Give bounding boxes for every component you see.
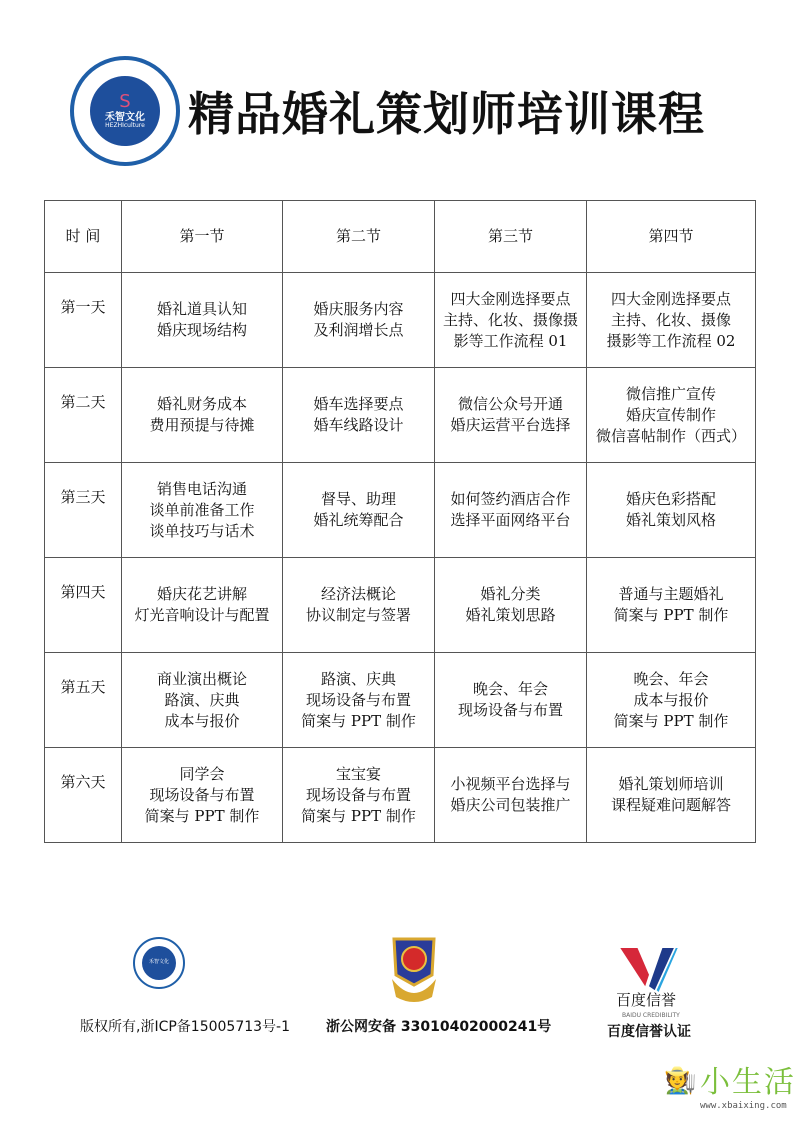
session-line: 小视频平台选择与: [450, 775, 571, 793]
session-line: 婚庆服务内容: [313, 300, 404, 318]
session-line: 微信公众号开通: [457, 395, 563, 413]
session-line: 婚庆宣传制作: [625, 405, 716, 424]
session-cell: [283, 368, 435, 463]
table-row: [45, 653, 756, 748]
session-line: 谈单技巧与话术: [149, 521, 255, 540]
session-line: 微信推广宣传: [625, 384, 716, 403]
watermark: [664, 1065, 796, 1112]
session-line: 婚礼统筹配合: [313, 511, 404, 529]
logo-text-en: HEZHIculture: [105, 122, 145, 130]
session-line: 婚庆花艺讲解: [156, 585, 247, 603]
session-line: 婚车线路设计: [313, 416, 404, 434]
session-line: 路演、庆典: [164, 690, 240, 709]
session-line: 课程疑难问题解答: [610, 796, 731, 814]
session-line: 微信喜帖制作（西式）: [595, 426, 746, 445]
session-cell: [435, 558, 587, 653]
header-cell: 第一节: [122, 201, 283, 273]
session-line: 现场设备与布置: [305, 690, 411, 709]
session-cell: [122, 748, 283, 843]
day-cell: 第四天: [45, 558, 122, 653]
session-cell: [587, 748, 756, 843]
session-line: 婚车选择要点: [313, 395, 404, 413]
logo-text: 禾智文化: [148, 959, 169, 966]
session-cell: [435, 463, 587, 558]
logo-text: 禾智文化: [105, 112, 145, 124]
session-cell: [122, 463, 283, 558]
session-line: 及利润增长点: [313, 321, 404, 339]
session-line: 婚庆运营平台选择: [450, 416, 571, 434]
session-line: 婚礼财务成本: [156, 395, 247, 413]
cartoon-farmer-icon: 🧑‍🌾: [664, 1066, 697, 1096]
hezhi-footer-logo: [133, 937, 185, 989]
table-row: [45, 273, 756, 368]
table-header-row: [45, 201, 756, 273]
session-line: 现场设备与布置: [457, 701, 563, 719]
day-cell: 第一天: [45, 273, 122, 368]
police-record-text: 浙公网安备 33010402000241号: [326, 1019, 552, 1035]
table-row: [45, 463, 756, 558]
session-line: 如何签约酒店合作: [450, 490, 571, 508]
session-line: 普通与主题婚礼: [618, 585, 724, 603]
session-line: 影等工作流程 01: [453, 331, 568, 350]
session-line: 婚礼策划师培训: [618, 775, 724, 793]
session-cell: [283, 653, 435, 748]
session-line: 婚礼分类: [480, 585, 541, 603]
session-cell: [435, 368, 587, 463]
session-cell: [587, 368, 756, 463]
session-line: 选择平面网络平台: [450, 511, 571, 529]
header-cell: 第四节: [587, 201, 756, 273]
session-line: 销售电话沟通: [156, 479, 247, 498]
page-title: 精品婚礼策划师培训课程: [188, 87, 705, 141]
header-cell: 时 间: [45, 201, 122, 273]
session-cell: [283, 273, 435, 368]
header-cell: 第二节: [283, 201, 435, 273]
session-line: 主持、化妆、摄像: [610, 310, 731, 329]
copyright-text: 版权所有,浙ICP备15005713号-1: [80, 1019, 291, 1035]
header-cell: 第三节: [435, 201, 587, 273]
session-line: 简案与 PPT 制作: [301, 806, 416, 825]
session-line: 婚礼道具认知: [156, 300, 247, 318]
table-row: [45, 748, 756, 843]
session-cell: [283, 748, 435, 843]
logo-swirl-icon: S: [119, 91, 131, 113]
watermark-url: www.xbaixing.com: [700, 1101, 787, 1111]
session-line: 费用预提与待摊: [149, 416, 255, 434]
baidu-credibility-text: 百度信誉认证: [607, 1024, 691, 1040]
session-line: 成本与报价: [164, 711, 240, 730]
table-row: [45, 558, 756, 653]
session-cell: [587, 463, 756, 558]
day-cell: 第六天: [45, 748, 122, 843]
session-cell: [587, 653, 756, 748]
session-line: 简案与 PPT 制作: [613, 711, 729, 730]
session-line: 同学会: [179, 764, 225, 783]
session-line: 灯光音响设计与配置: [134, 606, 270, 624]
session-cell: [283, 463, 435, 558]
session-cell: [435, 273, 587, 368]
session-line: 简案与 PPT 制作: [144, 806, 260, 825]
session-line: 谈单前准备工作: [149, 500, 255, 519]
session-line: 商业演出概论: [156, 669, 247, 688]
baidu-v-icon: [619, 948, 679, 992]
session-line: 简案与 PPT 制作: [613, 606, 729, 624]
day-cell: 第三天: [45, 463, 122, 558]
day-cell: 第二天: [45, 368, 122, 463]
session-cell: [587, 558, 756, 653]
session-line: 婚庆现场结构: [156, 321, 247, 339]
session-line: 婚礼策划思路: [465, 606, 556, 624]
watermark-text: 小生活: [700, 1065, 796, 1100]
session-cell: [587, 273, 756, 368]
session-line: 主持、化妆、摄像摄: [442, 310, 578, 329]
table-row: [45, 368, 756, 463]
session-cell: [122, 368, 283, 463]
session-line: 协议制定与签署: [305, 606, 411, 624]
police-emblem-icon: [388, 935, 440, 1007]
day-cell: 第五天: [45, 653, 122, 748]
session-line: 经济法概论: [320, 585, 396, 603]
session-cell: [122, 558, 283, 653]
session-cell: [122, 273, 283, 368]
hezhi-logo: [70, 56, 180, 166]
session-line: 晚会、年会: [633, 669, 709, 688]
session-line: 四大金刚选择要点: [450, 289, 571, 308]
session-line: 现场设备与布置: [305, 785, 411, 804]
session-line: 婚礼策划风格: [625, 511, 716, 529]
baidu-logo-text: 百度信誉: [616, 991, 677, 1009]
session-cell: [122, 653, 283, 748]
session-line: 现场设备与布置: [149, 785, 255, 804]
baidu-logo-en: BAIDU CREDIBILITY: [622, 1012, 680, 1019]
schedule-table: [44, 200, 756, 843]
session-line: 晚会、年会: [472, 680, 548, 698]
session-cell: [435, 653, 587, 748]
session-line: 婚庆公司包装推广: [450, 796, 571, 814]
session-line: 宝宝宴: [335, 764, 381, 783]
session-line: 成本与报价: [633, 690, 709, 709]
session-line: 四大金刚选择要点: [610, 289, 731, 308]
session-cell: [435, 748, 587, 843]
session-line: 婚庆色彩搭配: [625, 490, 716, 508]
session-line: 摄影等工作流程 02: [606, 331, 736, 350]
session-line: 督导、助理: [320, 490, 396, 508]
session-cell: [283, 558, 435, 653]
session-line: 路演、庆典: [320, 669, 396, 688]
session-line: 简案与 PPT 制作: [301, 711, 416, 730]
